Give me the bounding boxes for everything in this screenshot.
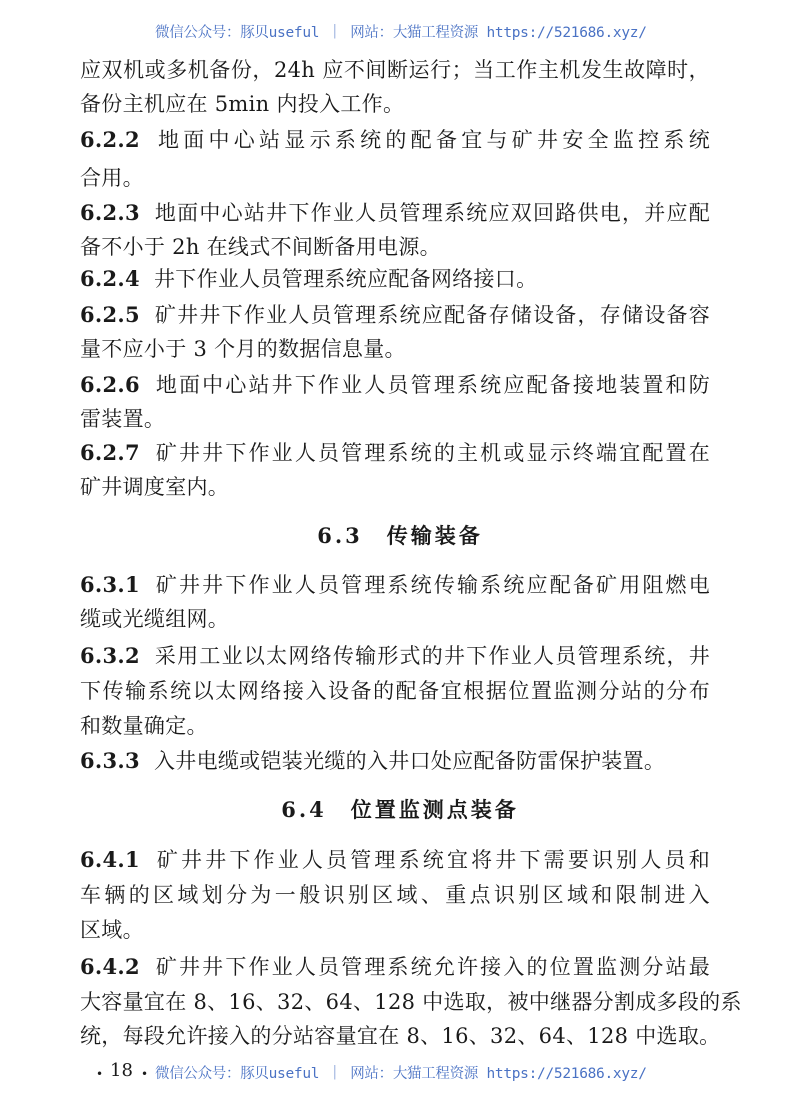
paragraph-line: [80, 199, 710, 227]
paragraph-line: [80, 881, 710, 909]
clause-text: 地面中心站显示系统的配备宜与矿井安全监控系统: [153, 128, 710, 152]
section-heading-6-3: 6.3 传输装备: [317, 523, 483, 548]
paragraph-line: [80, 371, 710, 399]
clause-text: 备不小于 2h 在线式不间断备用电源。: [80, 235, 441, 259]
paragraph-line: [80, 265, 710, 293]
paragraph-line: [80, 56, 710, 84]
clause-number: 6.2.6: [80, 372, 140, 397]
page-bullet-left: •: [96, 1067, 104, 1081]
clause-number: 6.2.3: [80, 200, 140, 225]
clause-number: 6.2.2: [80, 127, 140, 152]
paragraph-line: [80, 571, 710, 599]
paragraph-line: [80, 677, 710, 705]
paragraph-line: [80, 233, 710, 261]
clause-text: 矿井井下作业人员管理系统传输系统应配备矿用阻燃电: [153, 573, 710, 597]
clause-text: 合用。: [80, 166, 144, 190]
paragraph-line: [80, 916, 710, 944]
clause-text: 区域。: [80, 918, 144, 942]
clause-text: 备份主机应在 5min 内投入工作。: [80, 92, 405, 116]
paragraph-line: [80, 439, 710, 467]
watermark-header[interactable]: 微信公众号：豚贝useful ｜ 网站：大猫工程资源 https://521686.xyz/: [155, 25, 647, 41]
paragraph-line: [80, 164, 710, 192]
paragraph-line: [80, 953, 710, 981]
clause-text: 统，每段允许接入的分站容量宜在 8、16、32、64、128 中选取。: [80, 1024, 721, 1048]
clause-number: 6.3.3: [80, 748, 140, 773]
paragraph-line: [80, 473, 710, 501]
clause-number: 6.2.4: [80, 266, 140, 291]
clause-number: 6.2.5: [80, 302, 140, 327]
paragraph-line: [80, 1022, 721, 1050]
paragraph-line: [80, 846, 710, 874]
clause-text: 大容量宜在 8、16、32、64、128 中选取，被中继器分割成多段的系: [80, 990, 742, 1014]
clause-number: 6.3.1: [80, 572, 140, 597]
clause-text: 雷装置。: [80, 407, 166, 431]
clause-text: 矿井井下作业人员管理系统的主机或显示终端宜配置在: [153, 441, 710, 465]
clause-number: 6.2.7: [80, 440, 140, 465]
paragraph-line: [80, 301, 710, 329]
page-number: 18: [110, 1060, 133, 1081]
paragraph-line: [80, 335, 710, 363]
clause-number: 6.4.2: [80, 954, 140, 979]
section-heading-6-4: 6.4 位置监测点装备: [281, 797, 519, 822]
clause-text: 和数量确定。: [80, 714, 208, 738]
paragraph-line: [80, 642, 710, 670]
clause-text: 量不应小于 3 个月的数据信息量。: [80, 337, 406, 361]
clause-number: 6.4.1: [80, 847, 140, 872]
paragraph-line: [80, 405, 710, 433]
clause-text: 地面中心站井下作业人员管理系统应配备接地装置和防: [153, 373, 710, 397]
clause-text: 矿井井下作业人员管理系统允许接入的位置监测分站最: [153, 955, 710, 979]
clause-text: 井下作业人员管理系统应配备网络接口。: [153, 267, 538, 291]
paragraph-line: [80, 126, 710, 154]
watermark-footer[interactable]: 微信公众号：豚贝useful ｜ 网站：大猫工程资源 https://521686.xyz/: [155, 1066, 647, 1082]
clause-text: 矿井井下作业人员管理系统宜将井下需要识别人员和: [153, 848, 710, 872]
paragraph-line: [80, 90, 710, 118]
clause-text: 地面中心站井下作业人员管理系统应双回路供电，并应配: [153, 201, 710, 225]
clause-text: 矿井调度室内。: [80, 475, 230, 499]
clause-text: 入井电缆或铠装光缆的入井口处应配备防雷保护装置。: [153, 749, 666, 773]
clause-text: 应双机或多机备份，24h 应不间断运行；当工作主机发生故障时，: [80, 58, 710, 82]
paragraph-line: [80, 988, 742, 1016]
paragraph-line: [80, 605, 710, 633]
clause-text: 采用工业以太网络传输形式的井下作业人员管理系统，井: [153, 644, 710, 668]
clause-text: 矿井井下作业人员管理系统应配备存储设备，存储设备容: [153, 303, 710, 327]
clause-text: 下传输系统以太网络接入设备的配备宜根据位置监测分站的分布: [80, 679, 710, 703]
clause-text: 车辆的区域划分为一般识别区域、重点识别区域和限制进入: [80, 883, 710, 907]
clause-number: 6.3.2: [80, 643, 140, 668]
page-bullet-right: •: [141, 1067, 149, 1081]
paragraph-line: [80, 712, 710, 740]
clause-text: 缆或光缆组网。: [80, 607, 230, 631]
paragraph-line: [80, 747, 710, 775]
